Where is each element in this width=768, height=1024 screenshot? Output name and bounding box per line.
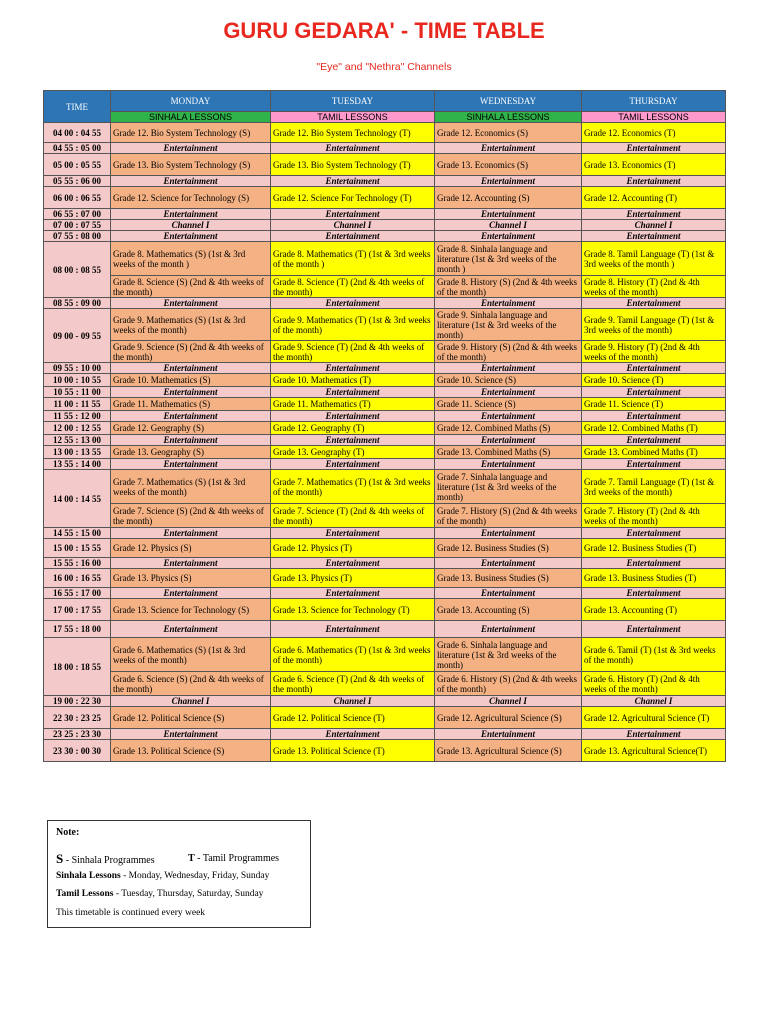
time-slot: 10 55 : 11 00 [44,387,111,398]
entertainment-cell: Entertainment [271,435,435,446]
time-slot: 22 30 : 23 25 [44,707,111,729]
lesson-cell: Grade 10. Mathematics (S) [111,374,271,387]
table-row [44,398,726,411]
lesson-cell: Grade 12. Business Studies (T) [582,539,726,558]
entertainment-cell: Entertainment [582,729,726,740]
entertainment-cell: Entertainment [435,558,582,569]
lesson-cell: Grade 12. Political Science (S) [111,707,271,729]
lesson-cell: Grade 12. Agricultural Science (S) [435,707,582,729]
lesson-cell: Grade 13. Economics (T) [582,154,726,176]
entertainment-cell: Entertainment [435,729,582,740]
lang-header-thursday: TAMIL LESSONS [582,112,726,123]
lesson-cell: Grade 8. Science (T) (2nd & 4th weeks of the month) [271,276,435,298]
lesson-cell: Grade 12. Agricultural Science (T) [582,707,726,729]
table-row [44,528,726,539]
time-slot: 23 30 : 00 30 [44,740,111,762]
table-row [44,599,726,621]
lesson-cell: Grade 12. Science For Technology (T) [271,187,435,209]
entertainment-cell: Entertainment [435,528,582,539]
lesson-cell: Grade 9. Mathematics (S) (1st & 3rd weeks of the month) [111,309,271,341]
note-tamil-label: Tamil Lessons [56,889,114,899]
entertainment-cell: Entertainment [435,621,582,638]
note-t-letter: T [188,853,195,864]
lesson-cell: Grade 6. Tamil (T) (1st & 3rd weeks of the month) [582,638,726,672]
entertainment-cell: Entertainment [582,459,726,470]
entertainment-cell: Entertainment [582,588,726,599]
table-row [44,729,726,740]
time-slot: 15 00 : 15 55 [44,539,111,558]
entertainment-cell: Entertainment [111,558,271,569]
lesson-cell: Grade 7. Mathematics (S) (1st & 3rd weeks of the month) [111,470,271,504]
entertainment-cell: Entertainment [111,528,271,539]
time-slot: 11 55 : 12 00 [44,411,111,422]
table-row [44,504,726,528]
table-row [44,740,726,762]
entertainment-cell: Entertainment [435,411,582,422]
entertainment-cell: Entertainment [111,621,271,638]
time-slot: 10 00 : 10 55 [44,374,111,387]
entertainment-cell: Entertainment [271,729,435,740]
channel-cell: Channel I [435,696,582,707]
note-tamil-lessons [56,889,263,899]
channel-cell: Channel I [582,220,726,231]
entertainment-cell: Entertainment [582,176,726,187]
table-row [44,558,726,569]
time-header: TIME [44,91,111,123]
table-row [44,231,726,242]
lesson-cell: Grade 6. History (S) (2nd & 4th weeks of the month) [435,672,582,696]
lesson-cell: Grade 8. Science (S) (2nd & 4th weeks of the month) [111,276,271,298]
time-slot: 08 55 : 09 00 [44,298,111,309]
lesson-cell: Grade 10. Science (S) [435,374,582,387]
table-row [44,588,726,599]
lesson-cell: Grade 8. History (S) (2nd & 4th weeks of the month) [435,276,582,298]
entertainment-cell: Entertainment [435,435,582,446]
lesson-cell: Grade 8. Mathematics (S) (1st & 3rd weeks of the month ) [111,242,271,276]
time-slot: 12 00 : 12 55 [44,422,111,435]
lesson-cell: Grade 8. History (T) (2nd & 4th weeks of the month) [582,276,726,298]
lesson-cell: Grade 9. Science (T) (2nd & 4th weeks of the month) [271,341,435,363]
table-row [44,446,726,459]
entertainment-cell: Entertainment [271,231,435,242]
table-row [44,470,726,504]
page-subtitle: "Eye" and "Nethra" Channels [316,61,452,73]
table-row [44,387,726,398]
time-slot: 19 00 : 22 30 [44,696,111,707]
lesson-cell: Grade 12. Physics (T) [271,539,435,558]
time-slot: 13 00 : 13 55 [44,446,111,459]
table-row [44,209,726,220]
table-row [44,422,726,435]
time-slot: 08 00 : 08 55 [44,242,111,298]
lesson-cell: Grade 7. Sinhala language and literature (1st & 3rd weeks of the month) [435,470,582,504]
lesson-cell: Grade 13. Geography (S) [111,446,271,459]
table-row [44,341,726,363]
entertainment-cell: Entertainment [271,588,435,599]
table-row [44,154,726,176]
channel-cell: Channel I [271,696,435,707]
table-row [44,621,726,638]
entertainment-cell: Entertainment [582,411,726,422]
entertainment-cell: Entertainment [111,435,271,446]
day-header-monday: MONDAY [111,91,271,112]
table-row [44,363,726,374]
entertainment-cell: Entertainment [271,411,435,422]
entertainment-cell: Entertainment [271,143,435,154]
table-row [44,459,726,470]
table-row [44,298,726,309]
entertainment-cell: Entertainment [271,363,435,374]
lesson-cell: Grade 9. Sinhala language and literature (1st & 3rd weeks of the month) [435,309,582,341]
lesson-cell: Grade 13. Combined Maths (S) [435,446,582,459]
lesson-cell: Grade 10. Mathematics (T) [271,374,435,387]
lesson-cell: Grade 7. History (S) (2nd & 4th weeks of the month) [435,504,582,528]
entertainment-cell: Entertainment [271,387,435,398]
table-row [44,374,726,387]
lesson-cell: Grade 6. Mathematics (T) (1st & 3rd weeks of the month) [271,638,435,672]
time-slot: 14 55 : 15 00 [44,528,111,539]
lesson-cell: Grade 12. Combined Maths (T) [582,422,726,435]
lesson-cell: Grade 13. Combined Maths (T) [582,446,726,459]
lesson-cell: Grade 12. Science for Technology (S) [111,187,271,209]
lesson-cell: Grade 7. Tamil Language (T) (1st & 3rd weeks of the month) [582,470,726,504]
note-tamil-days: - Tuesday, Thursday, Saturday, Sunday [113,889,264,899]
note-s-letter: S [56,851,64,866]
channel-cell: Channel I [271,220,435,231]
table-row [44,569,726,588]
entertainment-cell: Entertainment [435,231,582,242]
table-row [44,123,726,143]
table-row [44,143,726,154]
time-slot: 23 25 : 23 30 [44,729,111,740]
channel-cell: Channel I [111,696,271,707]
lesson-cell: Grade 6. Mathematics (S) (1st & 3rd weeks of the month) [111,638,271,672]
time-slot: 12 55 : 13 00 [44,435,111,446]
lesson-cell: Grade 13. Business Studies (T) [582,569,726,588]
lesson-cell: Grade 12. Political Science (T) [271,707,435,729]
entertainment-cell: Entertainment [582,143,726,154]
lesson-cell: Grade 13. Accounting (S) [435,599,582,621]
lesson-cell: Grade 11. Mathematics (S) [111,398,271,411]
entertainment-cell: Entertainment [582,209,726,220]
lesson-cell: Grade 13. Science for Technology (S) [111,599,271,621]
entertainment-cell: Entertainment [111,411,271,422]
day-header-tuesday: TUESDAY [271,91,435,112]
time-slot: 06 55 : 07 00 [44,209,111,220]
entertainment-cell: Entertainment [435,143,582,154]
time-slot: 15 55 : 16 00 [44,558,111,569]
lesson-cell: Grade 12. Accounting (S) [435,187,582,209]
lesson-cell: Grade 9. Science (S) (2nd & 4th weeks of the month) [111,341,271,363]
entertainment-cell: Entertainment [111,459,271,470]
lesson-cell: Grade 8. Sinhala language and literature (1st & 3rd weeks of the month ) [435,242,582,276]
note-sinhala-lessons [56,871,269,881]
lesson-cell: Grade 12. Physics (S) [111,539,271,558]
timetable-body [44,123,726,762]
entertainment-cell: Entertainment [271,558,435,569]
day-header-wednesday: WEDNESDAY [435,91,582,112]
lesson-cell: Grade 7. History (T) (2nd & 4th weeks of the month) [582,504,726,528]
entertainment-cell: Entertainment [582,387,726,398]
lesson-cell: Grade 13. Political Science (S) [111,740,271,762]
lang-header-monday: SINHALA LESSONS [111,112,271,123]
table-row [44,672,726,696]
entertainment-cell: Entertainment [435,459,582,470]
lesson-cell: Grade 13. Agricultural Science (S) [435,740,582,762]
lesson-cell: Grade 12. Bio System Technology (T) [271,123,435,143]
entertainment-cell: Entertainment [271,621,435,638]
lesson-cell: Grade 9. History (T) (2nd & 4th weeks of the month) [582,341,726,363]
lesson-cell: Grade 6. Science (T) (2nd & 4th weeks of the month) [271,672,435,696]
lesson-cell: Grade 9. Mathematics (T) (1st & 3rd weeks of the month) [271,309,435,341]
time-slot: 07 00 : 07 55 [44,220,111,231]
table-row [44,276,726,298]
entertainment-cell: Entertainment [435,363,582,374]
time-slot: 04 55 : 05 00 [44,143,111,154]
time-slot: 05 55 : 06 00 [44,176,111,187]
table-row [44,176,726,187]
entertainment-cell: Entertainment [111,176,271,187]
lang-header-wednesday: SINHALA LESSONS [435,112,582,123]
channel-cell: Channel I [582,696,726,707]
note-s-text: - Sinhala Programmes [63,855,155,866]
lesson-cell: Grade 11. Science (S) [435,398,582,411]
time-slot: 09 55 : 10 00 [44,363,111,374]
table-row [44,707,726,729]
entertainment-cell: Entertainment [111,363,271,374]
lesson-cell: Grade 12. Business Studies (S) [435,539,582,558]
lesson-cell: Grade 11. Science (T) [582,398,726,411]
lesson-cell: Grade 10. Science (T) [582,374,726,387]
timetable [43,90,726,762]
lesson-cell: Grade 8. Tamil Language (T) (1st & 3rd weeks of the month ) [582,242,726,276]
entertainment-cell: Entertainment [582,558,726,569]
entertainment-cell: Entertainment [435,387,582,398]
table-row [44,187,726,209]
lesson-cell: Grade 7. Science (T) (2nd & 4th weeks of the month) [271,504,435,528]
lesson-cell: Grade 13. Business Studies (S) [435,569,582,588]
lesson-cell: Grade 12. Accounting (T) [582,187,726,209]
table-row [44,638,726,672]
entertainment-cell: Entertainment [111,209,271,220]
note-box [47,820,311,928]
note-title: Note: [56,827,80,838]
note-continued: This timetable is continued every week [56,908,206,918]
lesson-cell: Grade 7. Mathematics (T) (1st & 3rd weeks of the month) [271,470,435,504]
lesson-cell: Grade 9. Tamil Language (T) (1st & 3rd weeks of the month) [582,309,726,341]
time-slot: 04 00 : 04 55 [44,123,111,143]
lesson-cell: Grade 7. Science (S) (2nd & 4th weeks of the month) [111,504,271,528]
lesson-cell: Grade 12. Geography (T) [271,422,435,435]
lesson-cell: Grade 6. Science (S) (2nd & 4th weeks of the month) [111,672,271,696]
lesson-cell: Grade 12. Economics (T) [582,123,726,143]
note-sinhala-days: - Monday, Wednesday, Friday, Sunday [120,871,270,881]
time-slot: 16 55 : 17 00 [44,588,111,599]
table-row [44,309,726,341]
entertainment-cell: Entertainment [271,459,435,470]
lesson-cell: Grade 9. History (S) (2nd & 4th weeks of the month) [435,341,582,363]
lesson-cell: Grade 13. Accounting (T) [582,599,726,621]
entertainment-cell: Entertainment [111,231,271,242]
time-slot: 05 00 : 05 55 [44,154,111,176]
entertainment-cell: Entertainment [271,176,435,187]
lesson-cell: Grade 13. Physics (S) [111,569,271,588]
lesson-cell: Grade 13. Geography (T) [271,446,435,459]
entertainment-cell: Entertainment [582,231,726,242]
note-sinhala-label: Sinhala Lessons [56,871,121,881]
entertainment-cell: Entertainment [111,387,271,398]
entertainment-cell: Entertainment [435,588,582,599]
lesson-cell: Grade 12. Bio System Technology (S) [111,123,271,143]
entertainment-cell: Entertainment [111,298,271,309]
entertainment-cell: Entertainment [111,729,271,740]
time-slot: 13 55 : 14 00 [44,459,111,470]
table-row [44,242,726,276]
entertainment-cell: Entertainment [582,363,726,374]
note-t-text: - Tamil Programmes [194,853,280,864]
entertainment-cell: Entertainment [582,435,726,446]
entertainment-cell: Entertainment [271,209,435,220]
entertainment-cell: Entertainment [111,143,271,154]
channel-cell: Channel I [435,220,582,231]
time-slot: 18 00 : 18 55 [44,638,111,696]
lesson-cell: Grade 13. Political Science (T) [271,740,435,762]
time-slot: 07 55 : 08 00 [44,231,111,242]
entertainment-cell: Entertainment [111,588,271,599]
lesson-cell: Grade 12. Combined Maths (S) [435,422,582,435]
lesson-cell: Grade 8. Mathematics (T) (1st & 3rd weeks of the month ) [271,242,435,276]
lesson-cell: Grade 6. History (T) (2nd & 4th weeks of the month) [582,672,726,696]
time-slot: 17 00 : 17 55 [44,599,111,621]
time-slot: 14 00 : 14 55 [44,470,111,528]
lesson-cell: Grade 12. Geography (S) [111,422,271,435]
lesson-cell: Grade 12. Economics (S) [435,123,582,143]
table-row [44,539,726,558]
lesson-cell: Grade 11. Mathematics (T) [271,398,435,411]
table-row [44,220,726,231]
entertainment-cell: Entertainment [435,298,582,309]
lesson-cell: Grade 13. Agricultural Science(T) [582,740,726,762]
entertainment-cell: Entertainment [582,528,726,539]
entertainment-cell: Entertainment [271,298,435,309]
note-tamil-legend [188,853,279,864]
lesson-cell: Grade 13. Economics (S) [435,154,582,176]
channel-cell: Channel I [111,220,271,231]
lesson-cell: Grade 13. Bio System Technology (S) [111,154,271,176]
table-row [44,435,726,446]
page-title: GURU GEDARA' - TIME TABLE [223,18,545,43]
day-header-thursday: THURSDAY [582,91,726,112]
entertainment-cell: Entertainment [582,621,726,638]
note-sinhala-legend [56,851,155,867]
lesson-cell: Grade 13. Physics (T) [271,569,435,588]
time-slot: 09 00 - 09 55 [44,309,111,363]
entertainment-cell: Entertainment [271,528,435,539]
time-slot: 17 55 : 18 00 [44,621,111,638]
time-slot: 11 00 : 11 55 [44,398,111,411]
lang-header-tuesday: TAMIL LESSONS [271,112,435,123]
lesson-cell: Grade 13. Science for Technology (T) [271,599,435,621]
time-slot: 06 00 : 06 55 [44,187,111,209]
time-slot: 16 00 : 16 55 [44,569,111,588]
table-row [44,696,726,707]
lesson-cell: Grade 6. Sinhala language and literature (1st & 3rd weeks of the month) [435,638,582,672]
table-row [44,411,726,422]
lesson-cell: Grade 13. Bio System Technology (T) [271,154,435,176]
entertainment-cell: Entertainment [582,298,726,309]
entertainment-cell: Entertainment [435,176,582,187]
entertainment-cell: Entertainment [435,209,582,220]
